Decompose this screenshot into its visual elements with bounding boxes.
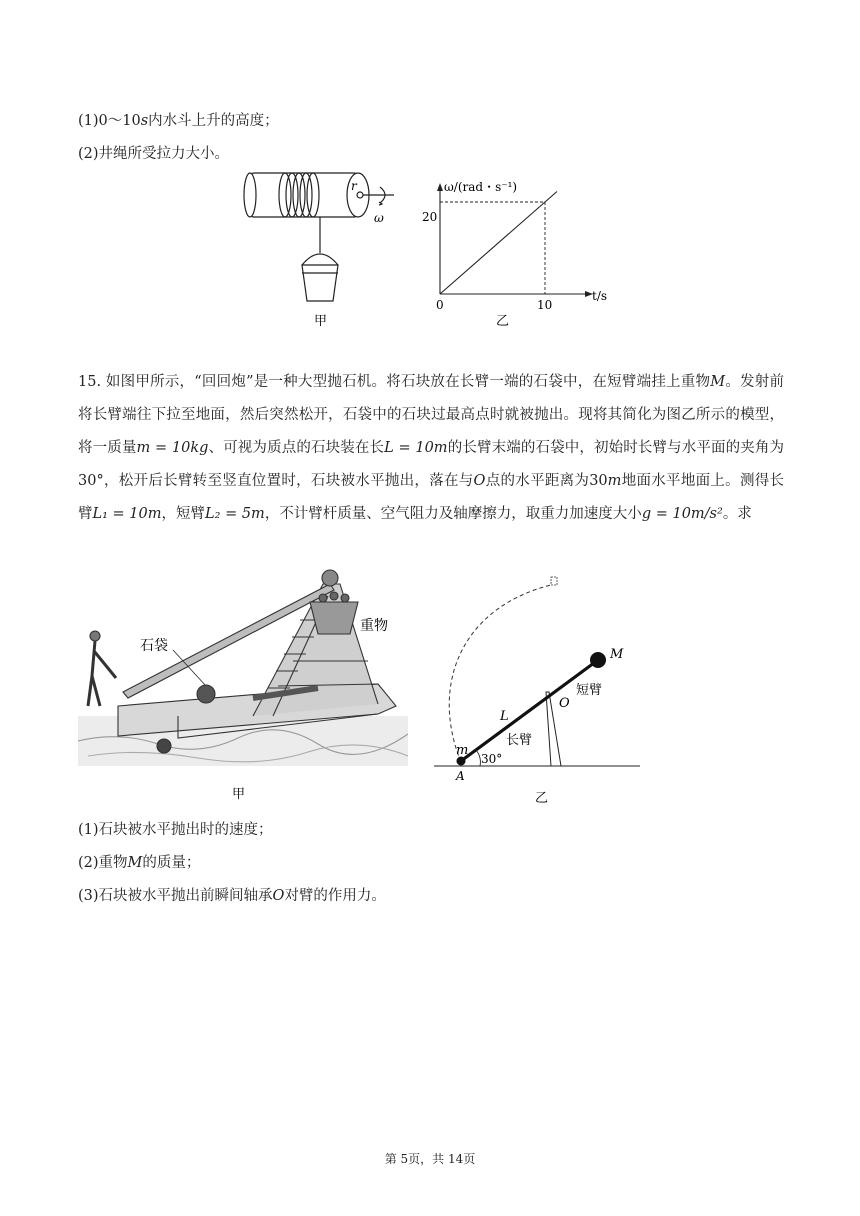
trajectory-dashed bbox=[449, 584, 555, 762]
q15-sub2: (2)重物M的质量； bbox=[78, 855, 201, 871]
q14-sub2: (2)井绳所受拉力大小。 bbox=[78, 146, 230, 162]
figure-15-jia bbox=[78, 566, 418, 806]
trebuchet-illustration bbox=[78, 570, 408, 766]
q14-sub1: (1)0～10s内水斗上升的高度； bbox=[78, 113, 279, 129]
M-label: M bbox=[610, 647, 624, 662]
angle-arc bbox=[476, 750, 480, 766]
fig14-label-jia: 甲 bbox=[314, 314, 328, 329]
A-label: A bbox=[456, 769, 465, 783]
fig15-label-jia: 甲 bbox=[232, 787, 246, 802]
short-arm-label: 短臂 bbox=[576, 683, 603, 698]
windlass-drawing bbox=[244, 173, 394, 301]
weight-ball-M bbox=[590, 652, 606, 668]
x-tick-label: 10 bbox=[537, 298, 553, 312]
angle-label: 30° bbox=[481, 752, 503, 766]
m-label: m bbox=[456, 743, 469, 758]
q15-sub1: (1)石块被水平抛出时的速度； bbox=[78, 822, 273, 838]
q15-stem: 15. 如图甲所示，“回回炮”是一种大型抛石机。将石块放在长臂一端的石袋中，在短臂端挂上重物M。发射前将长臂端往下拉至地面，然后突然松开，石袋中的石块过最高点时就被抛出。现将其简化为图乙所示的模型，将一质量m = 10kg、可视为质点的石块装在长L = 10m的长臂末端的石袋中，初始时长臂与水平面的夹角为30°，松开后长臂转至竖直位置时，石块被水平抛出，落在与O点的水平距离为30m地面水平地面上。测得长臂L₁ = 10m，短臂L₂ = 5m，不计臂杆质量、空气阻力及轴摩擦力，取重力加速度大小g = 10m/s²。求 bbox=[78, 374, 785, 522]
omega-t-graph bbox=[422, 180, 607, 312]
weight-label: 重物 bbox=[360, 618, 388, 634]
origin-label: 0 bbox=[436, 298, 444, 312]
stone-bag-label: 石袋 bbox=[140, 638, 168, 654]
x-axis-label: t/s bbox=[592, 289, 608, 303]
figure-14 bbox=[240, 165, 620, 335]
q15-number: 15. bbox=[78, 374, 102, 390]
omega-t-series-line bbox=[440, 191, 557, 294]
figure-15-yi bbox=[420, 566, 650, 810]
y-tick-label: 20 bbox=[422, 210, 438, 224]
y-axis-label: ω/(rad・s⁻¹) bbox=[444, 180, 518, 194]
long-arm-label: 长臂 bbox=[506, 733, 533, 748]
page-footer: 第 5页，共 14页 bbox=[384, 1152, 476, 1166]
O-label: O bbox=[559, 696, 570, 711]
q15-sub3: (3)石块被水平抛出前瞬间轴承O对臂的作用力。 bbox=[78, 888, 386, 904]
release-point-marker bbox=[551, 577, 557, 585]
radius-label: r bbox=[351, 179, 357, 193]
fig14-label-yi: 乙 bbox=[496, 314, 510, 329]
L-label: L bbox=[500, 709, 509, 724]
fig15-label-yi: 乙 bbox=[535, 791, 549, 806]
y-axis-arrow bbox=[437, 183, 443, 191]
omega-label: ω bbox=[374, 211, 384, 225]
